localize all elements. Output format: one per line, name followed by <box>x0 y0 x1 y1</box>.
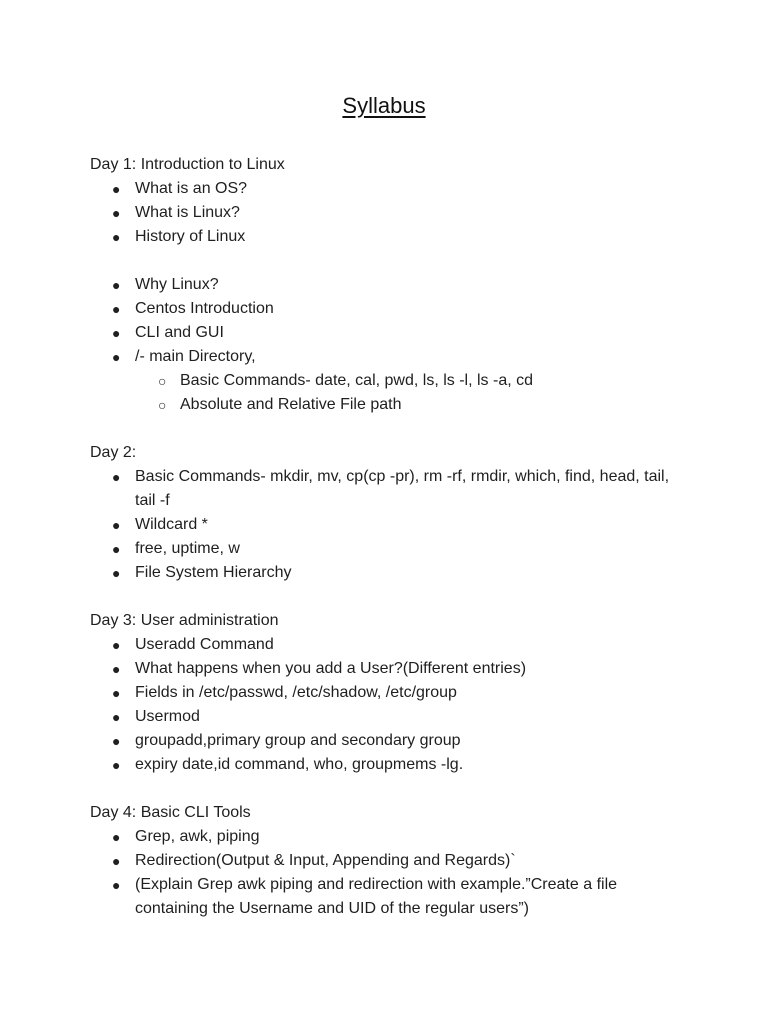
list-item: ● free, uptime, w <box>90 537 690 561</box>
list-item: ● Useradd Command <box>90 633 690 657</box>
list-item: ● History of Linux <box>90 225 690 249</box>
list-item: ● Usermod <box>90 705 690 729</box>
bullet-icon: ● <box>112 469 121 485</box>
day1-heading: Day 1: Introduction to Linux <box>90 156 285 173</box>
list-item: ● What is Linux? <box>90 201 690 225</box>
hollow-bullet-icon: ○ <box>158 373 167 389</box>
bullet-icon: ● <box>112 301 121 317</box>
hollow-bullet-icon: ○ <box>158 397 167 413</box>
bullet-icon: ● <box>112 277 121 293</box>
day2-section <box>90 441 690 585</box>
list-item: ● CLI and GUI <box>90 321 690 345</box>
list-item: ● Grep, awk, piping <box>90 825 690 849</box>
day1-list-a <box>90 177 690 249</box>
syllabus-body <box>90 153 690 945</box>
bullet-icon: ● <box>112 181 121 197</box>
bullet-icon: ● <box>112 733 121 749</box>
bullet-icon: ● <box>112 205 121 221</box>
day3-section <box>90 609 690 777</box>
bullet-icon: ● <box>112 637 121 653</box>
day4-heading: Day 4: Basic CLI Tools <box>90 804 251 821</box>
list-item: ● Basic Commands- mkdir, mv, cp(cp -pr), rm -rf, rmdir, which, find, head, tail, tail -f <box>90 465 690 513</box>
list-item: ● Redirection(Output & Input, Appending and Regards)` <box>90 849 690 873</box>
bullet-icon: ● <box>112 325 121 341</box>
day3-heading: Day 3: User administration <box>90 612 279 629</box>
sub-list-item: ○ Basic Commands- date, cal, pwd, ls, ls -l, ls -a, cd <box>90 369 690 393</box>
list-item: ● Wildcard * <box>90 513 690 537</box>
day3-list <box>90 633 690 777</box>
bullet-icon: ● <box>112 541 121 557</box>
bullet-icon: ● <box>112 853 121 869</box>
bullet-icon: ● <box>112 829 121 845</box>
day2-list <box>90 465 690 585</box>
bullet-icon: ● <box>112 229 121 245</box>
list-item: ● Fields in /etc/passwd, /etc/shadow, /etc/group <box>90 681 690 705</box>
list-item: ● expiry date,id command, who, groupmems -lg. <box>90 753 690 777</box>
list-item: ● (Explain Grep awk piping and redirection with example.”Create a file containing the Username and UID of the regular users”) <box>90 873 690 921</box>
bullet-icon: ● <box>112 517 121 533</box>
list-item: ● /- main Directory, <box>90 345 690 369</box>
bullet-icon: ● <box>112 685 121 701</box>
list-item: ● File System Hierarchy <box>90 561 690 585</box>
list-item: ● Centos Introduction <box>90 297 690 321</box>
list-item: ● What happens when you add a User?(Different entries) <box>90 657 690 681</box>
bullet-icon: ● <box>112 877 121 893</box>
list-item: ● What is an OS? <box>90 177 690 201</box>
page-title: Syllabus <box>342 93 426 118</box>
bullet-icon: ● <box>112 661 121 677</box>
list-item: ● groupadd,primary group and secondary group <box>90 729 690 753</box>
day1-list-b <box>90 273 690 417</box>
day1-section <box>90 153 690 417</box>
bullet-icon: ● <box>112 709 121 725</box>
day4-list <box>90 825 690 921</box>
day2-heading: Day 2: <box>90 444 137 461</box>
bullet-icon: ● <box>112 757 121 773</box>
day4-section <box>90 801 690 921</box>
sub-list-item: ○ Absolute and Relative File path <box>90 393 690 417</box>
list-item: ● Why Linux? <box>90 273 690 297</box>
bullet-icon: ● <box>112 565 121 581</box>
bullet-icon: ● <box>112 349 121 365</box>
